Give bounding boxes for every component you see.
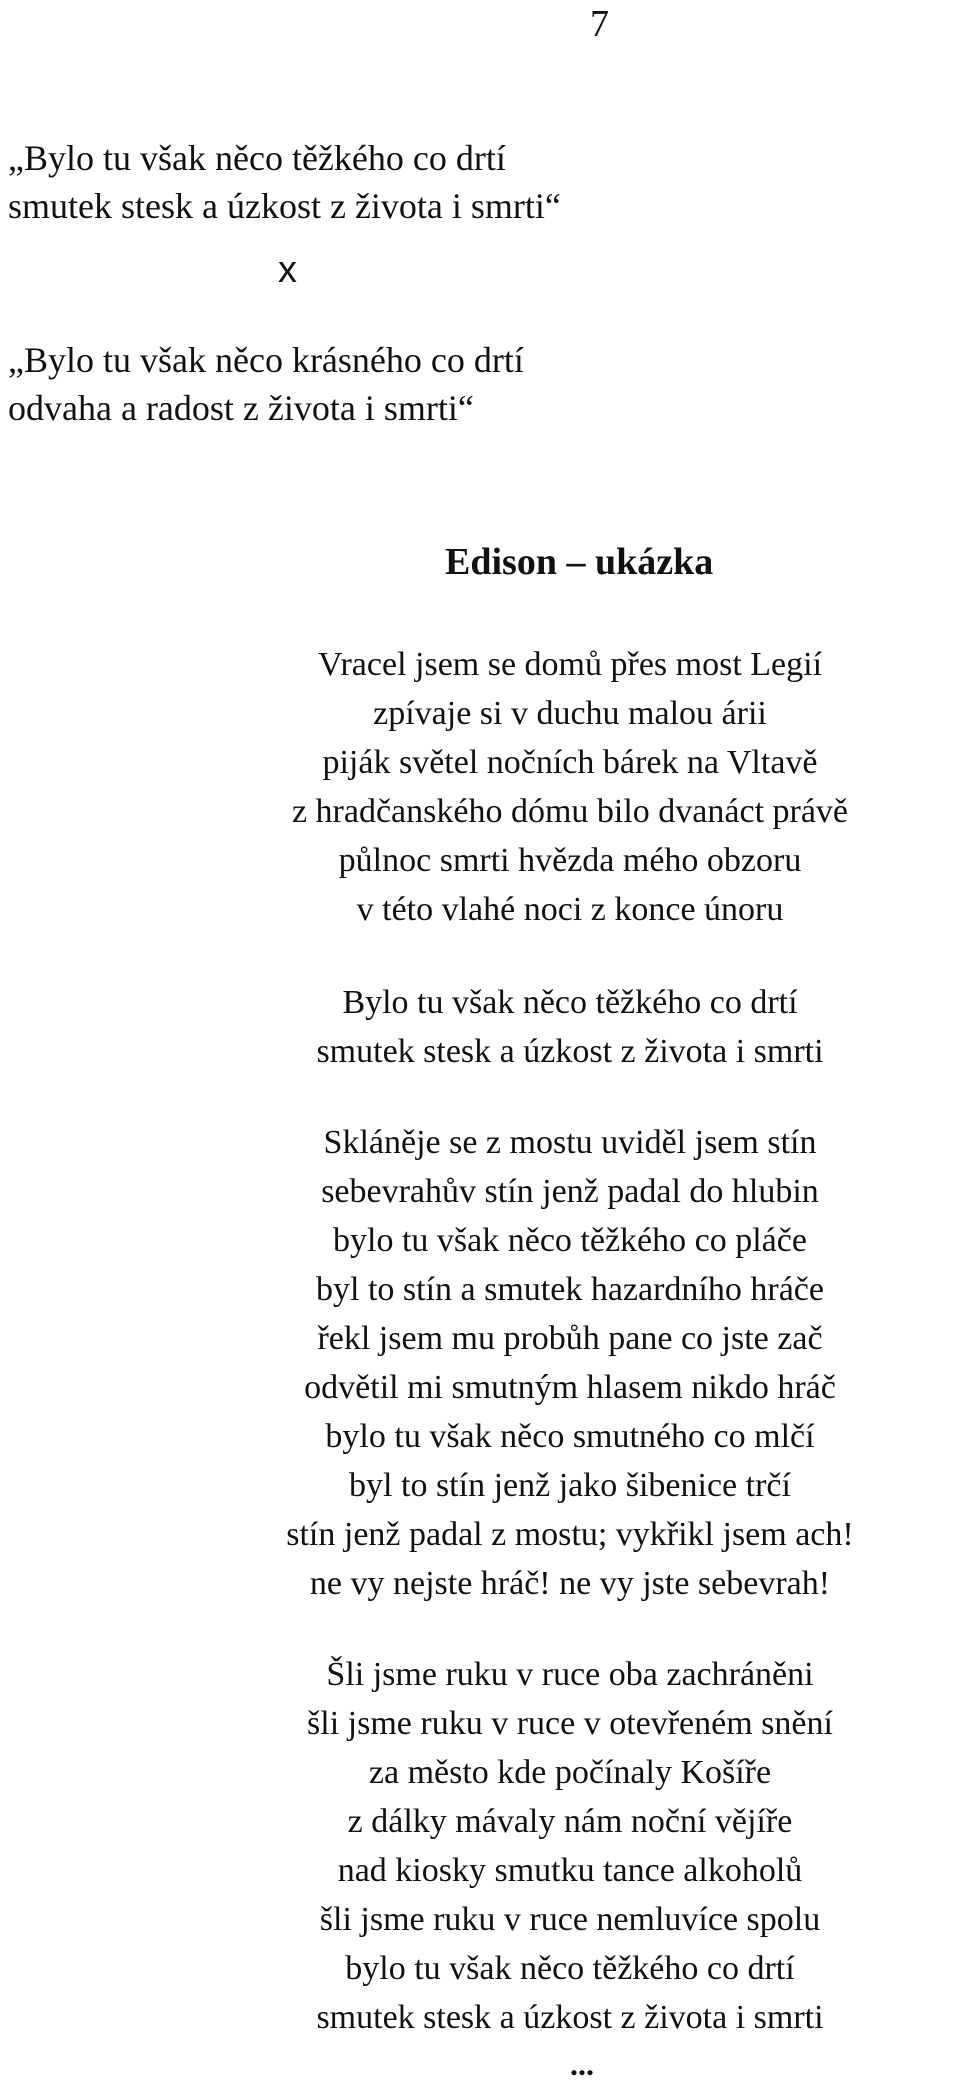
poem-line: Bylo tu však něco těžkého co drtí (342, 984, 798, 1021)
poem-line: Šli jsme ruku v ruce oba zachráněni (326, 1656, 814, 1693)
poem-line: bylo tu však něco těžkého co pláče (333, 1222, 807, 1259)
poem-line: byl to stín jenž jako šibenice trčí (349, 1467, 791, 1504)
intro-quote-1-line: „Bylo tu však něco těžkého co drtí (8, 138, 506, 178)
poem-line: v této vlahé noci z konce únoru (356, 891, 784, 928)
poem-line: bylo tu však něco těžkého co drtí (345, 1950, 795, 1987)
poem-line: smutek stesk a úzkost z života i smrti (316, 1033, 824, 1070)
poem-line: sebevrahův stín jenž padal do hlubin (321, 1173, 819, 1210)
poem-line: šli jsme ruku v ruce nemluvíce spolu (319, 1901, 821, 1938)
poem-line: smutek stesk a úzkost z života i smrti (316, 1999, 824, 2036)
poem-line: stín jenž padal z mostu; vykřikl jsem ach! (286, 1516, 854, 1553)
poem-line: ne vy nejste hráč! ne vy jste sebevrah! (309, 1565, 831, 1602)
poem-stanza-4 (210, 1650, 930, 2042)
poem-line: odvětil mi smutným hlasem nikdo hráč (304, 1369, 836, 1406)
poem-line: za město kde počínaly Košíře (368, 1754, 772, 1791)
continuation-ellipsis: ... (570, 2046, 594, 2082)
poem-line: zpívaje si v duchu malou árii (373, 695, 767, 732)
poem-stanza-1 (210, 640, 930, 934)
poem-line: půlnoc smrti hvězda mého obzoru (338, 842, 802, 879)
poem-line: šli jsme ruku v ruce v otevřeném snění (307, 1705, 833, 1742)
intro-quote-2-line: odvaha a radost z života i smrti“ (8, 388, 474, 428)
page-number: 7 (590, 3, 609, 45)
poem-heading: Edison – ukázka (445, 541, 714, 583)
poem-line: z dálky mávaly nám noční vějíře (347, 1803, 793, 1840)
separator-x: x (278, 249, 297, 291)
poem-line: Vracel jsem se domů přes most Legií (317, 646, 823, 683)
poem-line: piják světel nočních bárek na Vltavě (322, 744, 818, 781)
poem-line: byl to stín a smutek hazardního hráče (316, 1271, 824, 1308)
intro-quote-1 (8, 134, 561, 230)
poem-stanza-2 (210, 978, 930, 1076)
poem-stanza-3 (210, 1118, 930, 1608)
poem-line: řekl jsem mu probůh pane co jste zač (317, 1320, 823, 1357)
poem-line: bylo tu však něco smutného co mlčí (325, 1418, 815, 1455)
poem-line: Skláněje se z mostu uviděl jsem stín (323, 1124, 817, 1161)
intro-quote-1-line: smutek stesk a úzkost z života i smrti“ (8, 186, 561, 226)
intro-quote-2 (8, 336, 524, 432)
poem-line: z hradčanského dómu bilo dvanáct právě (291, 793, 849, 830)
poem-line: nad kiosky smutku tance alkoholů (337, 1852, 803, 1889)
intro-quote-2-line: „Bylo tu však něco krásného co drtí (8, 340, 524, 380)
